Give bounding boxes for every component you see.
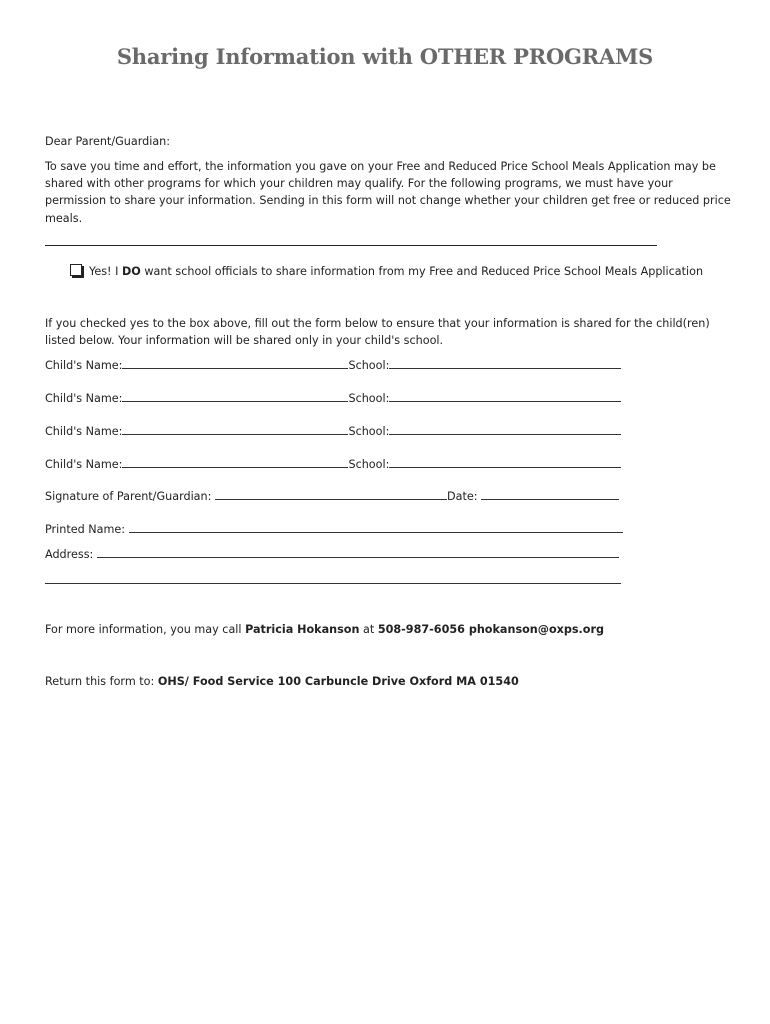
instructions-paragraph: If you checked yes to the box above, fill out the form below to ensure that your information is shared for the child(ren) listed below. Your information will be shared only in your child's school. bbox=[45, 317, 710, 348]
page-title: Sharing Information with OTHER PROGRAMS bbox=[116, 44, 654, 69]
address-label: Address: bbox=[45, 548, 94, 561]
consent-row[interactable] bbox=[70, 263, 703, 280]
child-row-1 bbox=[45, 357, 621, 374]
divider-line bbox=[45, 245, 657, 246]
printed-name-label: Printed Name: bbox=[45, 523, 126, 536]
return-address: OHS/ Food Service 100 Carbuncle Drive Oxford MA 01540 bbox=[157, 675, 519, 688]
school-label: School: bbox=[348, 392, 390, 405]
printed-name-field[interactable] bbox=[129, 521, 623, 533]
school-field[interactable] bbox=[389, 390, 621, 402]
return-prefix: Return this form to: bbox=[45, 675, 158, 688]
contact-prefix: For more information, you may call bbox=[45, 623, 246, 636]
greeting: Dear Parent/Guardian: bbox=[45, 135, 171, 148]
contact-line bbox=[45, 621, 604, 638]
child-name-label: Child's Name: bbox=[45, 425, 123, 438]
school-label: School: bbox=[348, 359, 390, 372]
contact-name: Patricia Hokanson bbox=[245, 623, 360, 636]
school-label: School: bbox=[348, 425, 390, 438]
signature-row bbox=[45, 488, 619, 505]
child-name-label: Child's Name: bbox=[45, 359, 123, 372]
intro-paragraph: To save you time and effort, the information you gave on your Free and Reduced Price School Meals Application may be shared with other programs for which your children may qualify. For the following programs, we must have your permission to share your information. Sending in this form will not change whether your children get free or reduced price meals. bbox=[45, 160, 731, 225]
address-field[interactable] bbox=[97, 546, 619, 558]
date-field[interactable] bbox=[481, 488, 619, 500]
school-field[interactable] bbox=[389, 456, 621, 468]
printed-name-row bbox=[45, 521, 623, 538]
consent-prefix: Yes! I bbox=[89, 265, 122, 278]
date-label: Date: bbox=[446, 490, 478, 503]
school-label: School: bbox=[348, 458, 390, 471]
address-row bbox=[45, 546, 619, 563]
consent-emphasis: DO bbox=[121, 265, 141, 278]
child-row-4 bbox=[45, 456, 621, 473]
contact-phone-email: 508-987-6056 phokanson@oxps.org bbox=[377, 623, 604, 636]
child-name-field[interactable] bbox=[122, 390, 348, 402]
child-name-field[interactable] bbox=[122, 357, 348, 369]
school-field[interactable] bbox=[389, 423, 621, 435]
school-field[interactable] bbox=[389, 357, 621, 369]
child-name-field[interactable] bbox=[122, 423, 348, 435]
child-name-field[interactable] bbox=[122, 456, 348, 468]
consent-suffix: want school officials to share information from my Free and Reduced Price School Meals Application bbox=[140, 265, 704, 278]
return-line bbox=[45, 673, 519, 690]
address-field-line-2[interactable] bbox=[45, 572, 621, 584]
child-row-3 bbox=[45, 423, 621, 440]
child-row-2 bbox=[45, 390, 621, 407]
address-row-2 bbox=[45, 572, 621, 589]
child-name-label: Child's Name: bbox=[45, 458, 123, 471]
signature-label: Signature of Parent/Guardian: bbox=[45, 490, 212, 503]
contact-middle: at bbox=[359, 623, 378, 636]
child-name-label: Child's Name: bbox=[45, 392, 123, 405]
signature-field[interactable] bbox=[215, 488, 447, 500]
consent-checkbox[interactable] bbox=[70, 264, 82, 276]
